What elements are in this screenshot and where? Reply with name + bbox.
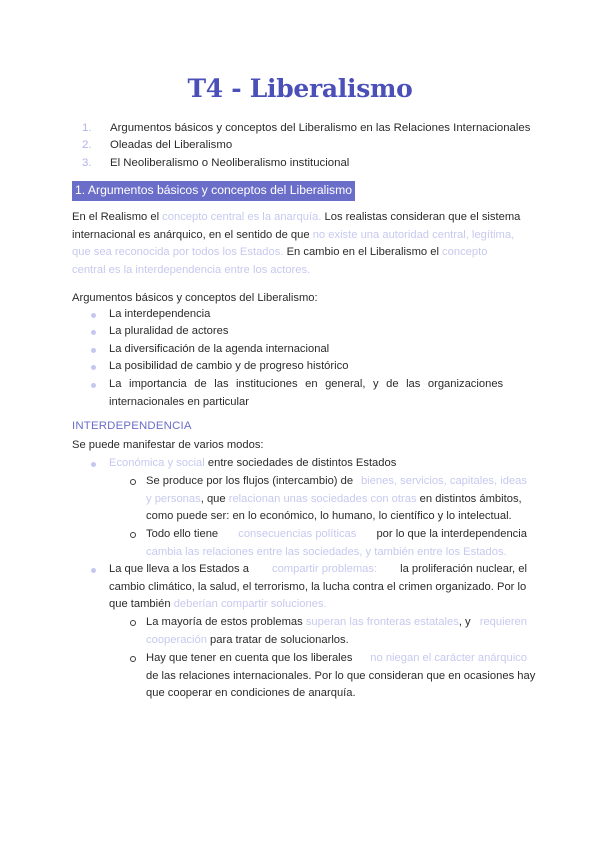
sub-bullet-icon: [130, 479, 136, 485]
toc-number: 3.: [82, 156, 92, 169]
bullet-icon: [91, 462, 96, 467]
sub-list-item: [146, 473, 527, 526]
text-run: por lo que la interdependencia: [376, 528, 527, 540]
text-run: En el Realismo el: [72, 211, 163, 223]
text-run: Se produce por los flujos (intercambio) de: [146, 475, 354, 487]
sub-bullet-icon: [130, 656, 136, 662]
text-run: La importancia de las instituciones en general, y de las organizaciones: [109, 378, 504, 390]
bullet-icon: [91, 313, 96, 318]
toc-text: Oleadas del Liberalismo: [110, 139, 233, 152]
text-line: que cooperar en condiciones de anarquía.: [146, 687, 356, 700]
section-heading: 1. Argumentos básicos y conceptos del Liberalismo: [72, 181, 355, 201]
text-run: En cambio en el Liberalismo el: [283, 246, 443, 259]
highlight: deberían compartir soluciones.: [173, 598, 327, 611]
page-title: T4 - Liberalismo: [187, 74, 413, 103]
text-run: La que lleva a los Estados a: [109, 563, 249, 575]
text-line: cambio climático, la salud, el terrorismo, la lucha contra el crimen organizado. Por lo: [109, 580, 527, 593]
toc-item: [82, 120, 530, 137]
text-line: [146, 473, 527, 491]
sub-bullet-icon: [130, 620, 136, 626]
toc-number: 2.: [82, 139, 92, 152]
bullet-icon: [91, 330, 96, 335]
highlight: no niegan el carácter anárquico: [370, 652, 527, 664]
text-line: [72, 244, 527, 262]
text-line: [109, 596, 527, 614]
highlight: no existe una autoridad central, legítima,: [312, 228, 515, 241]
bullet-icon: [91, 383, 96, 388]
list-item: La interdependencia: [109, 308, 211, 320]
sub-bullet-icon: [130, 532, 136, 538]
text-run: internacional es anárquico, en el sentido de que: [72, 228, 313, 241]
highlight: concepto: [442, 246, 488, 259]
highlight: relacionan unas sociedades con otras: [228, 492, 417, 505]
toc-text: El Neoliberalismo o Neoliberalismo institucional: [110, 156, 350, 169]
text-line: [146, 632, 527, 650]
highlight: bienes, servicios, capitales, ideas: [360, 475, 527, 487]
text-run: Los realistas consideran que el sistema: [321, 211, 521, 223]
list-item: [109, 561, 527, 614]
text-run: Hay que tener en cuenta que los liberales: [146, 652, 353, 664]
list-intro: Argumentos básicos y conceptos del Liberalismo:: [72, 292, 318, 304]
highlight: concepto central es la anarquía.: [162, 211, 322, 223]
text-run: para tratar de solucionarlos.: [206, 633, 349, 646]
text-line: [146, 614, 527, 632]
subsection-intro: Se puede manifestar de varios modos:: [72, 439, 264, 451]
highlight: cooperación: [146, 633, 207, 646]
text-run: la proliferación nuclear, el: [400, 563, 527, 575]
subsection-heading: INTERDEPENDENCIA: [72, 420, 192, 432]
list-item: La diversificación de la agenda internacional: [109, 343, 330, 355]
text-line: como puede ser: en lo económico, lo humano, lo científico y lo intelectual.: [146, 510, 512, 523]
highlight: superan las fronteras estatales: [305, 616, 459, 628]
list-item: [109, 376, 526, 411]
highlight: requieren: [479, 616, 527, 628]
text-line: [109, 561, 527, 579]
text-line: [146, 491, 527, 509]
bullet-icon: [91, 348, 96, 353]
text-line: [146, 650, 527, 668]
highlight: compartir problemas:: [271, 563, 378, 575]
sub-list-item: [146, 614, 527, 649]
highlight: y personas: [146, 492, 201, 505]
text-run: La mayoría de estos problemas: [146, 616, 306, 628]
highlight: consecuencias políticas: [238, 528, 357, 540]
text-run: entre sociedades de distintos Estados: [204, 457, 397, 469]
bullet-icon: [91, 365, 96, 370]
intro-paragraph: [72, 209, 527, 279]
text-line: [146, 526, 527, 544]
bullet-icon: [91, 568, 96, 573]
toc-item: [82, 137, 530, 154]
text-line: [72, 227, 527, 245]
text-line: de las relaciones internacionales. Por lo que consideran que en ocasiones hay: [146, 669, 536, 682]
toc-number: 1.: [82, 122, 92, 134]
text-run: que también: [109, 598, 174, 611]
justified-line: [109, 376, 526, 394]
sub-list-item: [146, 650, 536, 703]
toc-text: Argumentos básicos y conceptos del Liberalismo en las Relaciones Internacionales: [110, 122, 531, 134]
sub-list-item: [146, 526, 527, 561]
highlight: que sea reconocida por todos los Estados.: [72, 246, 284, 259]
highlight: central es la interdependencia entre los actores.: [72, 263, 311, 276]
text-run: internacionales en particular: [109, 395, 249, 408]
highlight: cambia las relaciones entre las sociedades, y también entre los Estados.: [146, 545, 507, 558]
list-item: La posibilidad de cambio y de progreso histórico: [109, 360, 349, 372]
text-run: Todo ello tiene: [146, 528, 219, 540]
highlight: Económica y social: [109, 457, 205, 469]
table-of-contents: [82, 120, 530, 172]
text-line: [72, 209, 527, 227]
text-run: , y: [458, 616, 471, 628]
text-run: en distintos ámbitos,: [416, 492, 522, 505]
list-item: [109, 455, 396, 473]
toc-item: [82, 155, 530, 172]
list-item: La pluralidad de actores: [109, 325, 229, 337]
text-run: , que: [200, 492, 229, 505]
